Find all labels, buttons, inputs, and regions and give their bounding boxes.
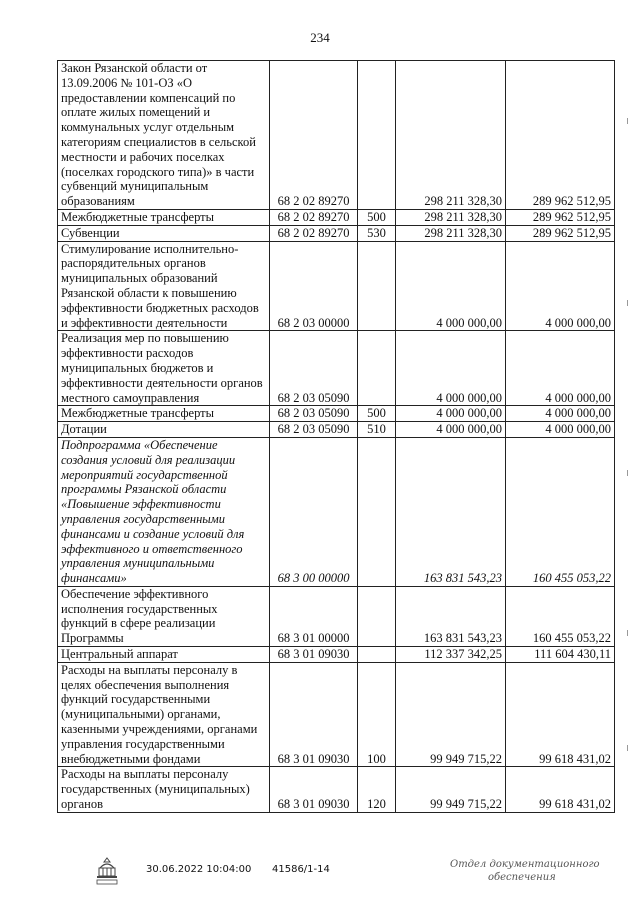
row-code: 68 3 01 09030 (270, 662, 358, 767)
row-name: Подпрограмма «Обеспечение создания условий для реализации мероприятий государственной программы Рязанской области «Повышение эффективности управления государственными финансами и создание условий для эффективного и ответственного управления муниципальными финансами» (58, 437, 270, 586)
row-value-2023: 111 604 430,11 (506, 647, 615, 663)
row-expense-type (358, 647, 396, 663)
row-value-2023: 4 000 000,00 (506, 241, 615, 331)
row-value-2023: 289 962 512,95 (506, 225, 615, 241)
row-value-2022: 298 211 328,30 (396, 225, 506, 241)
duma-emblem-icon (94, 856, 120, 886)
row-value-2022: 298 211 328,30 (396, 209, 506, 225)
row-value-2022: 99 949 715,22 (396, 767, 506, 812)
row-code: 68 2 03 05090 (270, 406, 358, 422)
row-value-2023: 289 962 512,95 (506, 209, 615, 225)
row-value-2022: 112 337 342,25 (396, 647, 506, 663)
table-row (58, 586, 615, 646)
row-code: 68 3 01 09030 (270, 767, 358, 812)
row-code: 68 2 02 89270 (270, 225, 358, 241)
row-expense-type: 530 (358, 225, 396, 241)
row-code: 68 2 03 00000 (270, 241, 358, 331)
row-expense-type (358, 241, 396, 331)
row-expense-type: 120 (358, 767, 396, 812)
page-number: 234 (310, 30, 330, 45)
row-code: 68 3 00 00000 (270, 437, 358, 586)
table-row (58, 225, 615, 241)
table-row (58, 331, 615, 406)
row-name: Обеспечение эффективного исполнения государственных функций в сфере реализации Программы (58, 586, 270, 646)
scan-edge-mark (627, 118, 628, 124)
row-value-2023: 289 962 512,95 (506, 61, 615, 210)
row-code: 68 2 02 89270 (270, 61, 358, 210)
row-expense-type (358, 331, 396, 406)
row-value-2023: 99 618 431,02 (506, 767, 615, 812)
row-code: 68 2 03 05090 (270, 422, 358, 438)
scan-edge-mark (627, 300, 628, 306)
row-code: 68 2 03 05090 (270, 331, 358, 406)
row-value-2023: 4 000 000,00 (506, 331, 615, 406)
stamp-line-2: обеспечения (488, 872, 556, 883)
table-row (58, 767, 615, 812)
row-value-2022: 163 831 543,23 (396, 586, 506, 646)
row-name: Межбюджетные трансферты (58, 406, 270, 422)
table-row (58, 662, 615, 767)
row-value-2022: 4 000 000,00 (396, 406, 506, 422)
row-value-2022: 4 000 000,00 (396, 422, 506, 438)
row-code: 68 2 02 89270 (270, 209, 358, 225)
row-value-2023: 99 618 431,02 (506, 662, 615, 767)
row-code: 68 3 01 00000 (270, 586, 358, 646)
row-name: Закон Рязанской области от 13.09.2006 № 101-ОЗ «О предоставлении компенсаций по оплате жилых помещений и коммунальных услуг отдельным категориям специалистов в сельской местности и рабочих поселках (поселках городского типа)» в части субвенций муниципальным образованиям (58, 61, 270, 210)
row-value-2022: 99 949 715,22 (396, 662, 506, 767)
table-row (58, 406, 615, 422)
row-code: 68 3 01 09030 (270, 647, 358, 663)
row-value-2023: 4 000 000,00 (506, 422, 615, 438)
table-row (58, 61, 615, 210)
row-name: Центральный аппарат (58, 647, 270, 663)
scan-edge-mark (627, 745, 628, 751)
registry-stamp (450, 858, 600, 884)
row-expense-type (358, 437, 396, 586)
row-name: Расходы на выплаты персоналу государственных (муниципальных) органов (58, 767, 270, 812)
row-value-2023: 4 000 000,00 (506, 406, 615, 422)
page-footer (0, 856, 640, 896)
row-value-2022: 298 211 328,30 (396, 61, 506, 210)
row-name: Расходы на выплаты персоналу в целях обеспечения выполнения функций государственными (муниципальными) органами, казенными учреждениями, органами управления государственными внебюджетными фондами (58, 662, 270, 767)
footer-datetime: 30.06.2022 10:04:00 (146, 864, 252, 875)
row-expense-type: 100 (358, 662, 396, 767)
row-name: Реализация мер по повышению эффективности расходов муниципальных бюджетов и эффективности деятельности органов местного самоуправления (58, 331, 270, 406)
row-value-2022: 4 000 000,00 (396, 241, 506, 331)
row-value-2022: 163 831 543,23 (396, 437, 506, 586)
row-value-2023: 160 455 053,22 (506, 437, 615, 586)
row-value-2022: 4 000 000,00 (396, 331, 506, 406)
table-row (58, 422, 615, 438)
row-expense-type: 500 (358, 209, 396, 225)
row-expense-type: 500 (358, 406, 396, 422)
scan-edge-mark (627, 630, 628, 636)
row-name: Субвенции (58, 225, 270, 241)
row-expense-type: 510 (358, 422, 396, 438)
row-expense-type (358, 61, 396, 210)
table-row (58, 241, 615, 331)
row-name: Межбюджетные трансферты (58, 209, 270, 225)
table-row (58, 647, 615, 663)
row-name: Стимулирование исполнительно-распорядительных органов муниципальных образований Рязанской области к повышению эффективности бюджетных расходов и эффективности деятельности (58, 241, 270, 331)
table-row (58, 209, 615, 225)
footer-doc-number: 41586/1-14 (272, 864, 330, 875)
row-value-2023: 160 455 053,22 (506, 586, 615, 646)
table-row (58, 437, 615, 586)
stamp-line-1: Отдел документационного (450, 859, 600, 870)
budget-table (57, 60, 615, 813)
row-expense-type (358, 586, 396, 646)
budget-table-body (58, 61, 615, 813)
row-name: Дотации (58, 422, 270, 438)
scan-edge-mark (627, 470, 628, 476)
